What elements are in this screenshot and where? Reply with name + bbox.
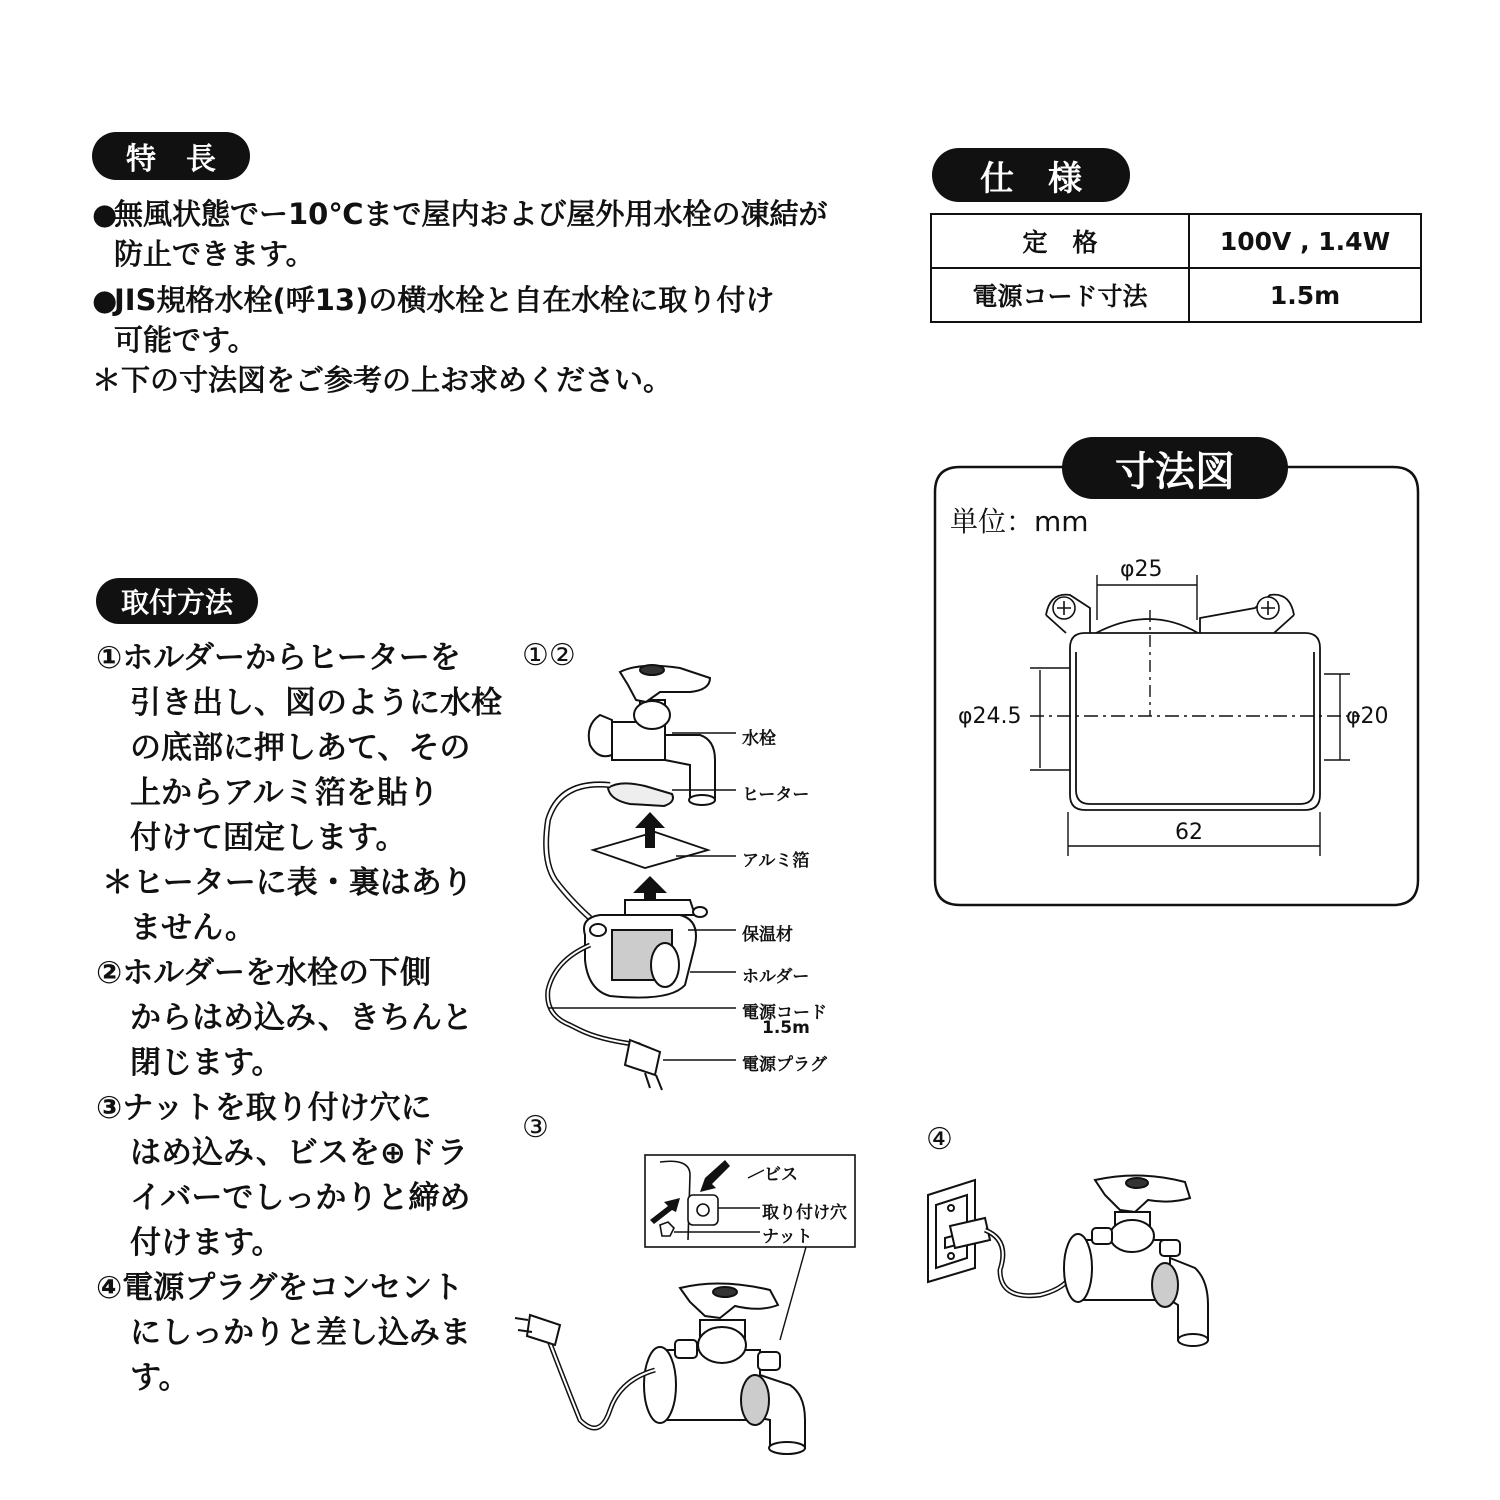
label-nut: ナット [762, 1227, 813, 1247]
cord-fig3 [545, 1330, 655, 1428]
label-heater: ヒーター [742, 785, 810, 805]
holder-fig12 [584, 900, 707, 998]
label-faucet: 水栓 [742, 729, 776, 749]
features-note: ＊下の寸法図をご参考の上お求めください。 [92, 363, 673, 397]
label-holder: ホルダー [742, 967, 810, 987]
bullet-line: ● JIS規格水栓(呼13)の横水栓と自在水栓に取り付け [92, 280, 872, 320]
screw-right [1257, 597, 1279, 619]
dimension-lines [1030, 575, 1360, 856]
inset-pointer [780, 1247, 806, 1340]
screw-left [1053, 597, 1075, 619]
step-line: イバーでしっかりと締め [130, 1180, 471, 1216]
step-line: 付けて固定します。 [130, 820, 407, 856]
step-line: 引き出し、図のように水栓 [130, 685, 502, 721]
spec-label: 定 格 [931, 214, 1189, 268]
step-line: ません。 [130, 910, 256, 946]
fig4-number: ④ [926, 1122, 953, 1157]
bullet-line-cont: 可能です。 [114, 323, 257, 357]
label-power-cord: 電源コード [742, 1003, 827, 1023]
plug-fig3 [515, 1315, 560, 1345]
holder-outline [1046, 595, 1320, 810]
heater-fig12 [608, 783, 673, 806]
label-foil: アルミ箔 [742, 851, 810, 871]
plug-fig12 [625, 1040, 662, 1090]
fig12-number: ①② [522, 638, 576, 673]
label-mount-hole: 取り付け穴 [762, 1203, 847, 1223]
label-power-plug: 電源プラグ [742, 1055, 827, 1075]
step-line: ③ナットを取り付け穴に [96, 1090, 432, 1126]
dim-phi20: φ20 [1346, 704, 1389, 729]
step-line: 閉じます。 [130, 1045, 283, 1081]
step-line: はめ込み、ビスを⊕ドラ [130, 1135, 468, 1171]
bullet-line: ● 無風状態でー10℃まで屋内および屋外用水栓の凍結が [92, 194, 872, 234]
label-screw: ビス [764, 1165, 798, 1185]
install-heading: 取付方法 [96, 578, 258, 624]
fig3-number: ③ [522, 1110, 549, 1145]
dimension-heading: 寸法図 [1115, 448, 1235, 495]
dimension-unit: 単位：mm [950, 505, 1089, 538]
spec-value: 100V , 1.4W [1189, 214, 1421, 268]
features-heading: 特 長 [92, 132, 250, 180]
bullet-line-cont: 防止できます。 [114, 237, 315, 271]
label-insulation: 保温材 [742, 925, 793, 945]
bullet-dot: ● [92, 283, 118, 317]
faucet-fig3 [644, 1283, 805, 1454]
spec-heading: 仕 様 [932, 148, 1130, 202]
step-line: ①ホルダーからヒーターを [96, 640, 461, 676]
step-line: ②ホルダーを水栓の下側 [96, 955, 432, 991]
step-line: にしっかりと差し込みます。 [130, 1315, 471, 1396]
label-cord-length: 1.5m [762, 1018, 810, 1038]
step-line: 上からアルミ箔を貼り [130, 775, 439, 811]
step-line: ④電源プラグをコンセント [96, 1270, 464, 1306]
dim-phi24-5: φ24.5 [958, 704, 1022, 729]
step-line: 付けます。 [130, 1225, 283, 1261]
bullet-dot: ● [92, 197, 118, 231]
step-line: からはめ込み、きちんと [130, 1000, 473, 1036]
spec-value: 1.5m [1189, 268, 1421, 322]
step-line: ＊ヒーターに表・裏はあり [102, 865, 473, 901]
faucet-fig4 [1064, 1175, 1208, 1346]
dim-width-62: 62 [1175, 820, 1203, 845]
spec-label: 電源コード寸法 [931, 268, 1189, 322]
step-line: の底部に押しあて、その [130, 730, 471, 766]
dim-phi25: φ25 [1120, 557, 1163, 582]
